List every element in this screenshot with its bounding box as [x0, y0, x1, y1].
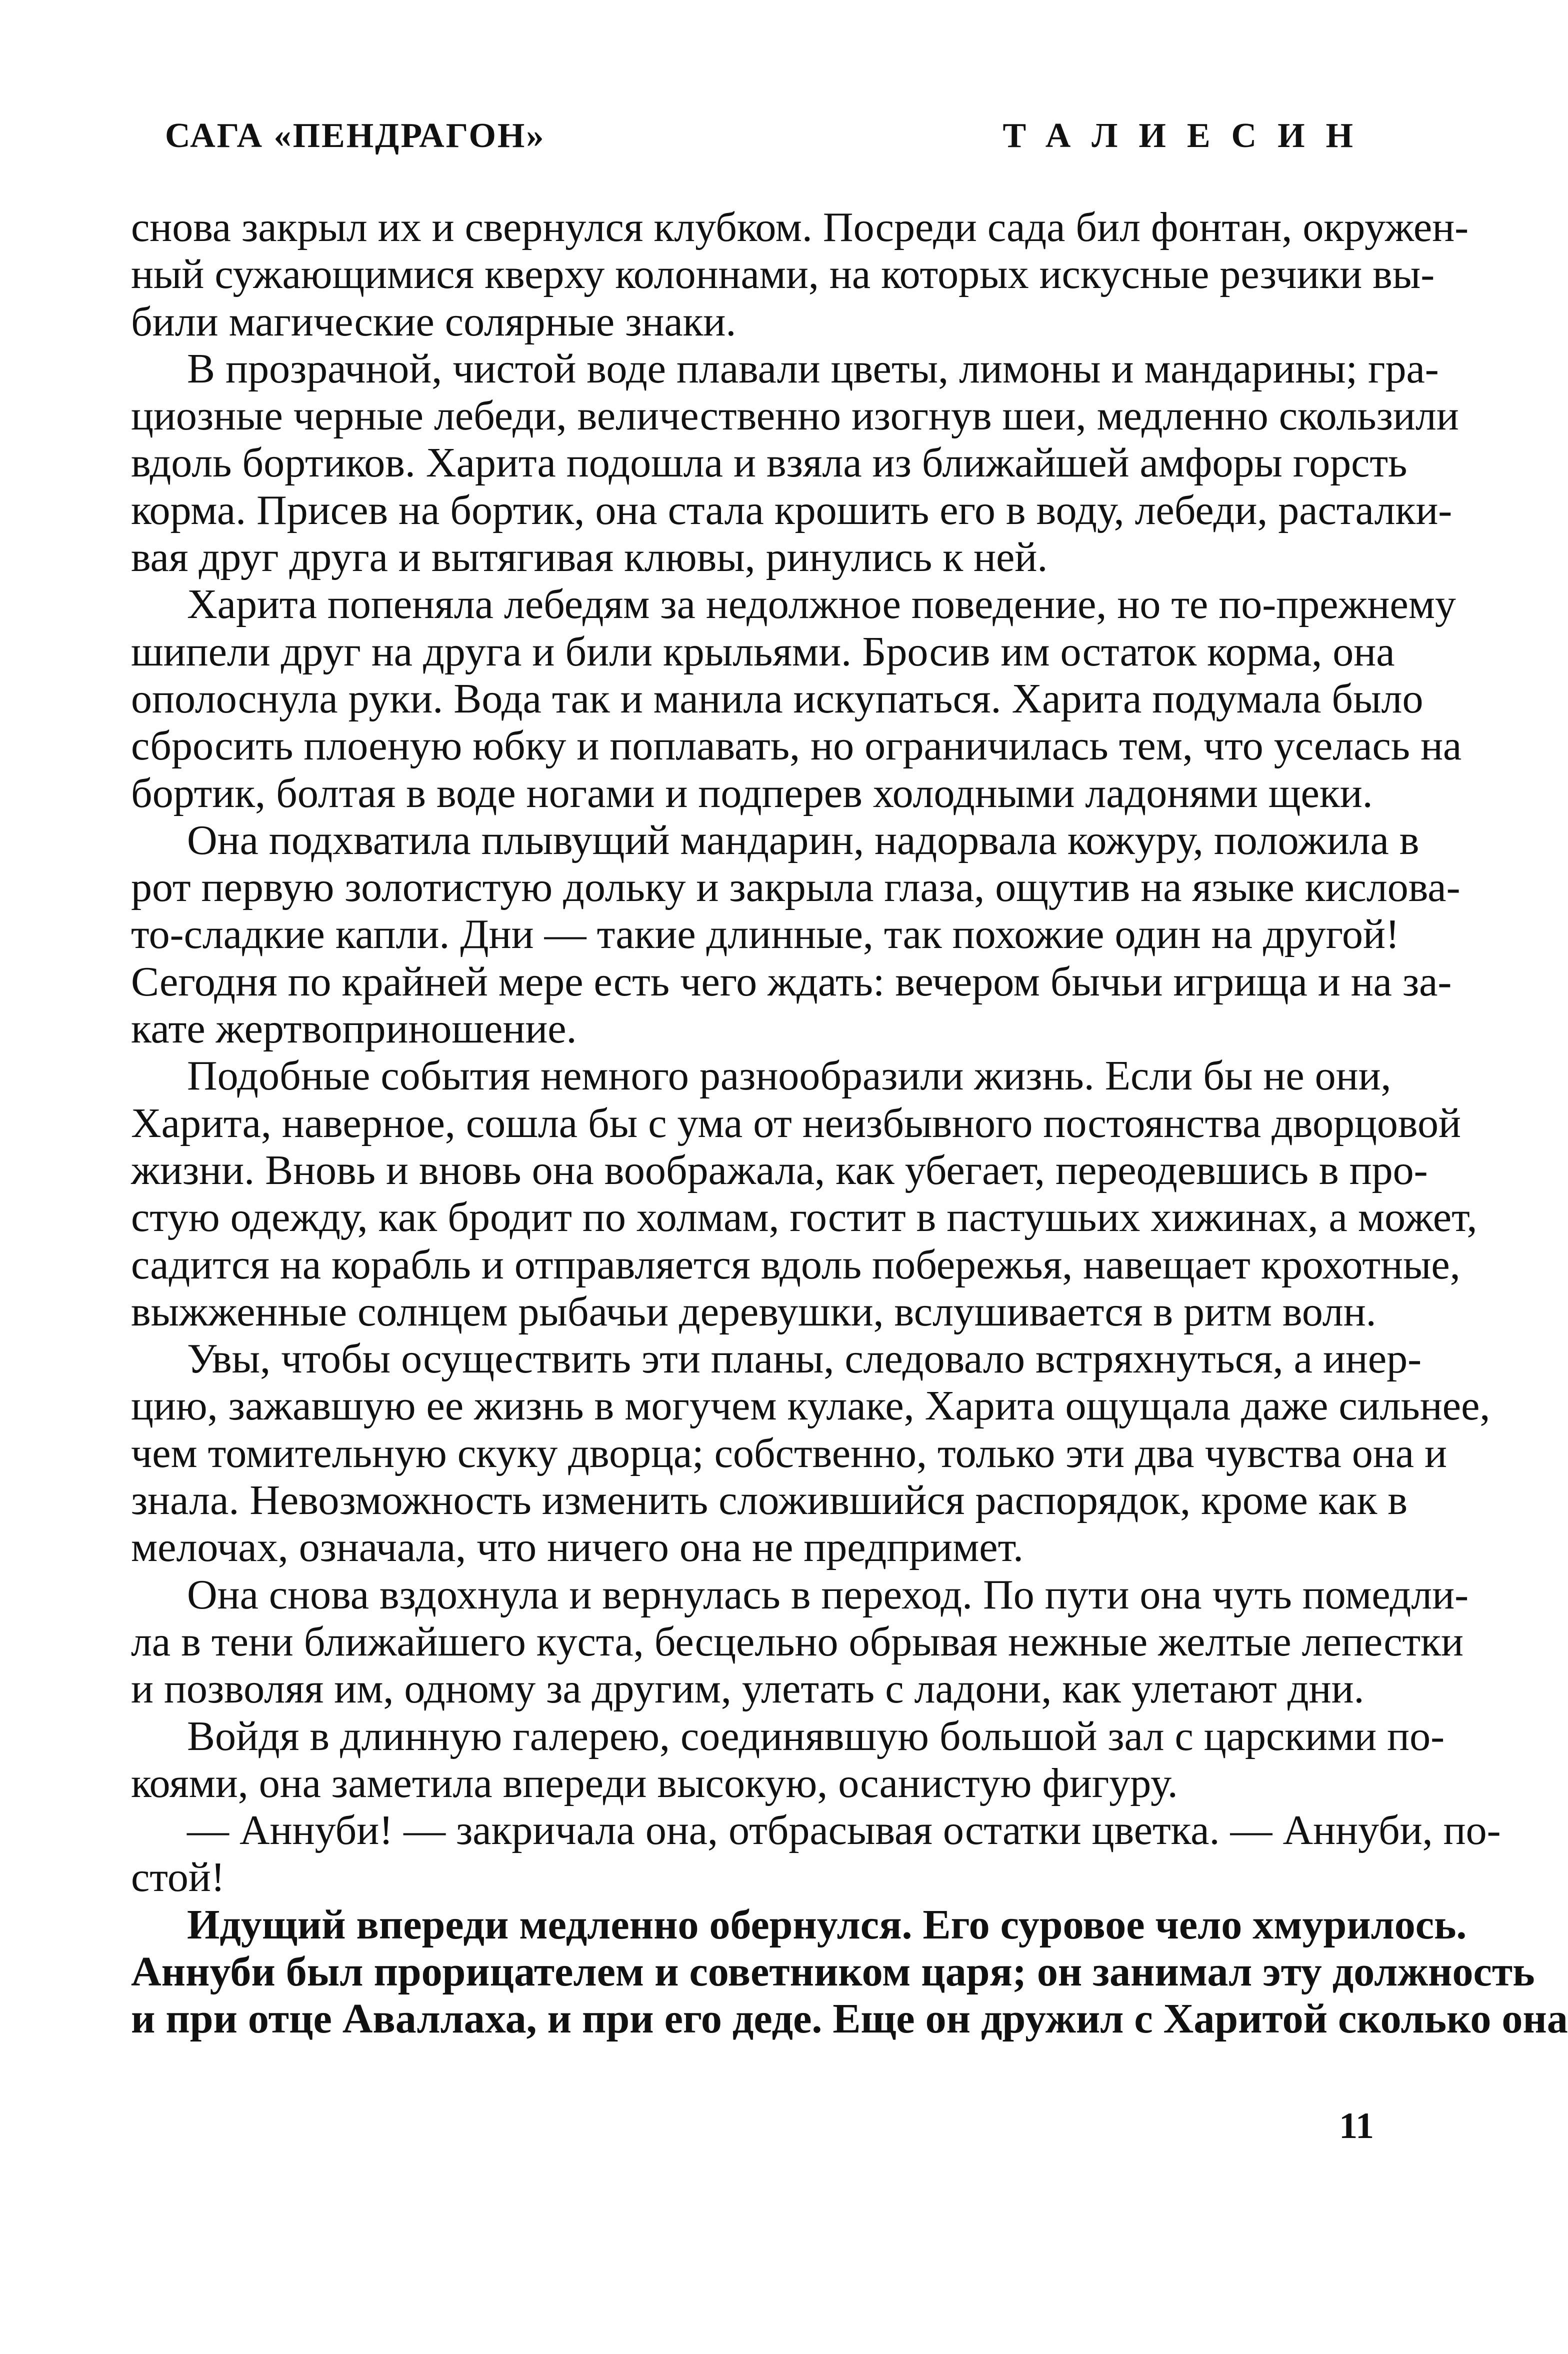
- text-line: Идущий впереди медленно обернулся. Его суровое чело хмурилось.: [187, 1901, 1467, 1948]
- body-text: [131, 204, 1568, 2043]
- text-line: снова закрыл их и свернулся клубком. Посреди сада бил фонтан, окружен-: [131, 204, 1469, 250]
- text-line: садится на корабль и отправляется вдоль побережья, навещает крохотные,: [131, 1241, 1460, 1288]
- text-line: мелочах, означала, что ничего она не предпримет.: [131, 1524, 1024, 1571]
- text-line: стой!: [131, 1854, 225, 1901]
- text-line: знала. Невозможность изменить сложившийся распорядок, кроме как в: [131, 1477, 1408, 1524]
- text-line: шипели друг на друга и били крыльями. Бросив им остаток корма, она: [131, 628, 1395, 675]
- text-line: Войдя в длинную галерею, соединявшую большой зал с царскими по-: [187, 1712, 1445, 1760]
- running-header-series: САГА «ПЕНДРАГОН»: [165, 116, 546, 155]
- text-line: циозные черные лебеди, величественно изогнув шеи, медленно скользили: [131, 392, 1459, 440]
- text-line: вая друг друга и вытягивая клювы, ринулись к ней.: [131, 534, 1048, 581]
- text-line: жизни. Вновь и вновь она воображала, как убегает, переодевшись в про-: [131, 1146, 1428, 1194]
- text-line: вдоль бортиков. Харита подошла и взяла из ближайшей амфоры горсть: [131, 440, 1408, 486]
- text-line: бортик, болтая в воде ногами и подперев холодными ладонями щеки.: [131, 770, 1373, 816]
- text-line: выжженные солнцем рыбачьи деревушки, вслушивается в ритм волн.: [131, 1288, 1376, 1335]
- text-line: Харита, наверное, сошла бы с ума от неизбывного постоянства дворцовой: [131, 1100, 1461, 1146]
- text-line: Подобные события немного разнообразили жизнь. Если бы не они,: [187, 1052, 1392, 1100]
- text-line: и при отце Аваллаха, и при его деде. Еще он дружил с Харитой сколько она: [131, 1996, 1568, 2042]
- running-header-title: ТАЛИЕСИН: [1002, 116, 1374, 155]
- text-line: коями, она заметила впереди высокую, осанистую фигуру.: [131, 1760, 1178, 1806]
- text-line: Она снова вздохнула и вернулась в переход. По пути она чуть помедли-: [187, 1571, 1469, 1618]
- text-line: Увы, чтобы осуществить эти планы, следовало встряхнуться, а инер-: [187, 1336, 1422, 1382]
- text-line: корма. Присев на бортик, она стала крошить его в воду, лебеди, расталки-: [131, 486, 1452, 534]
- text-line: били магические солярные знаки.: [131, 298, 736, 345]
- text-line: Она подхватила плывущий мандарин, надорвала кожуру, положила в: [187, 816, 1420, 864]
- text-line: В прозрачной, чистой воде плавали цветы, лимоны и мандарины; гра-: [187, 345, 1439, 392]
- text-line: ополоснула руки. Вода так и манила искупаться. Харита подумала было: [131, 675, 1424, 722]
- page-number: 11: [1339, 2106, 1374, 2146]
- text-line: Аннуби был прорицателем и советником царя; он занимал эту должность: [131, 1948, 1535, 1995]
- text-line: чем томительную скуку дворца; собственно, только эти два чувства она и: [131, 1430, 1448, 1476]
- text-line: рот первую золотистую дольку и закрыла глаза, ощутив на языке кислова-: [131, 864, 1460, 911]
- text-line: сбросить плоеную юбку и поплавать, но ограничилась тем, что уселась на: [131, 722, 1462, 770]
- text-line: то-сладкие капли. Дни — такие длинные, так похожие один на другой!: [131, 911, 1400, 958]
- text-line: ла в тени ближайшего куста, бесцельно обрывая нежные желтые лепестки: [131, 1618, 1464, 1665]
- text-line: цию, зажавшую ее жизнь в могучем кулаке, Харита ощущала даже сильнее,: [131, 1382, 1490, 1430]
- text-line: ный сужающимися кверху колоннами, на которых искусные резчики вы-: [131, 251, 1435, 298]
- text-line: Сегодня по крайней мере есть чего ждать: вечером бычьи игрища и на за-: [131, 958, 1452, 1005]
- text-line: Харита попеняла лебедям за недолжное поведение, но те по-прежнему: [187, 581, 1456, 628]
- text-line: — Аннуби! — закричала она, отбрасывая остатки цветка. — Аннуби, по-: [187, 1807, 1501, 1854]
- text-line: стую одежду, как бродит по холмам, гостит в пастушьих хижинах, а может,: [131, 1194, 1478, 1241]
- text-line: кате жертвоприношение.: [131, 1006, 577, 1052]
- text-line: и позволяя им, одному за другим, улетать с ладони, как улетают дни.: [131, 1666, 1364, 1712]
